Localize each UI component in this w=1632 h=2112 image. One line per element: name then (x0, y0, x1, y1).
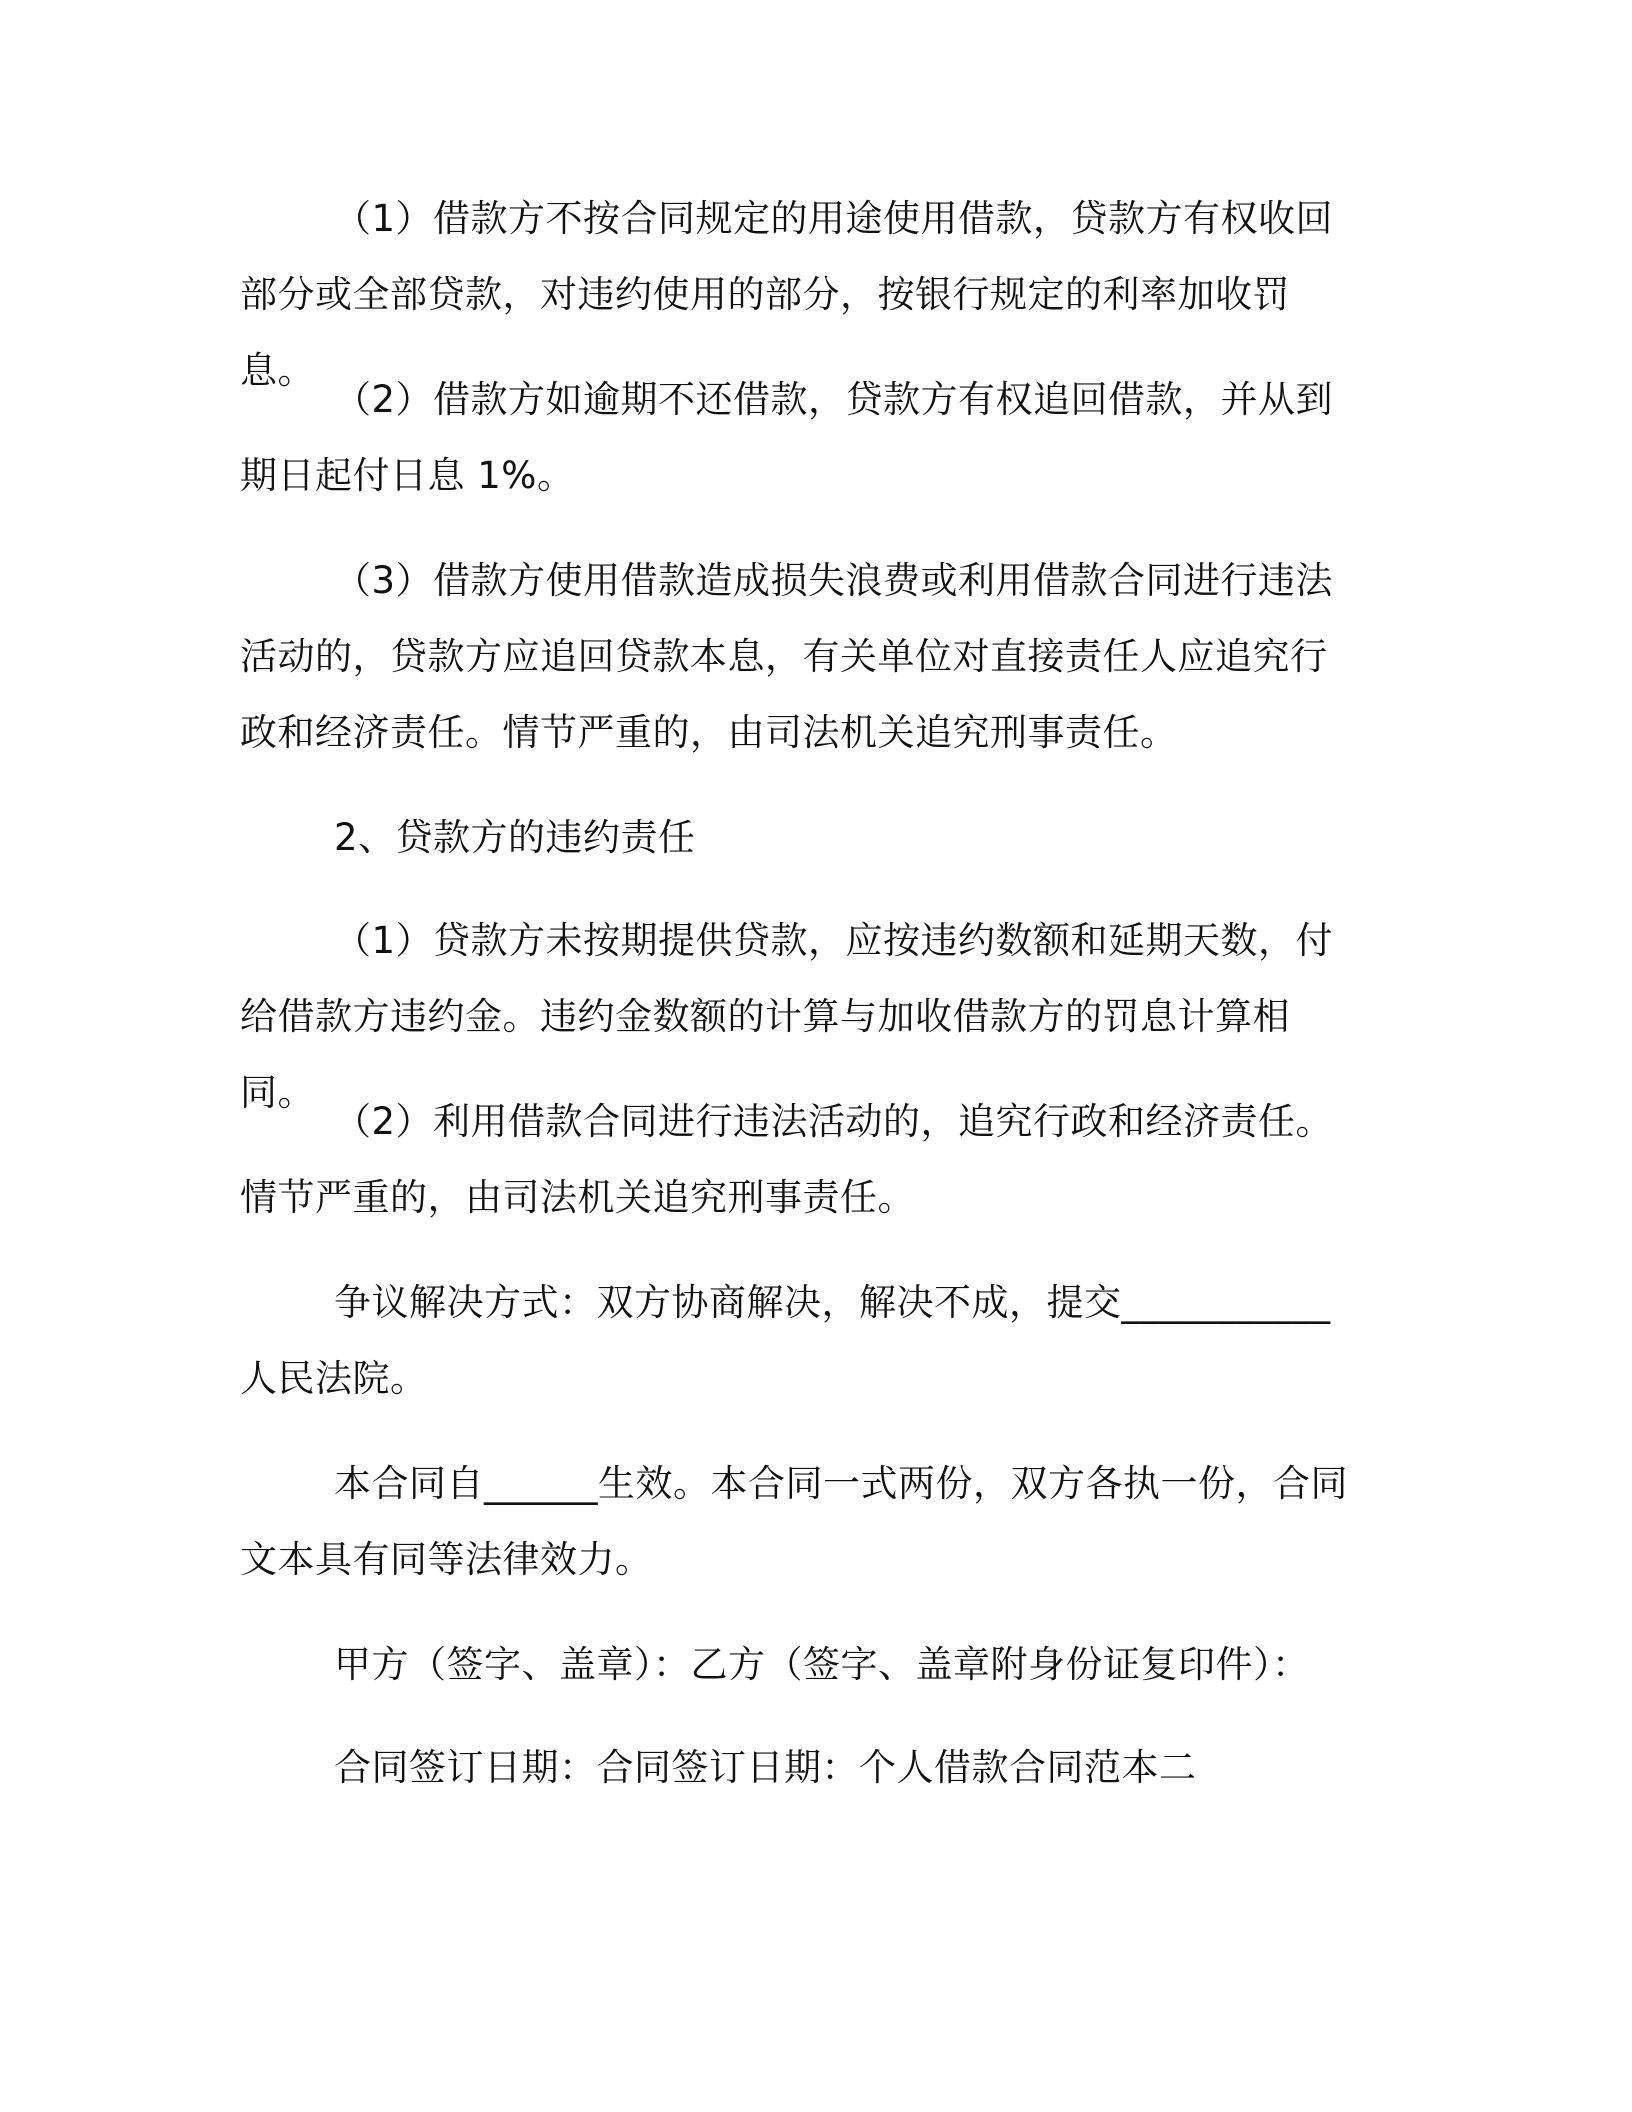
effective-date-clause: 本合同自______生效。本合同一式两份，双方各执一份，合同文本具有同等法律效力。 (240, 1462, 1348, 1581)
clause-borrower-misuse: （1）借款方不按合同规定的用途使用借款，贷款方有权收回部分或全部贷款，对违约使用的部分，按银行规定的利率加收罚息。 (240, 197, 1334, 392)
clause-borrower-overdue: （2）借款方如逾期不还借款，贷款方有权追回借款，并从到期日起付日息 1%。 (240, 378, 1334, 497)
clause-lender-late-provision: （1）贷款方未按期提供贷款，应按违约数额和延期天数，付给借款方违约金。违约金数额的计算与加收借款方的罚息计算相同。 (240, 919, 1334, 1114)
clause-lender-illegal-activity: （2）利用借款合同进行违法活动的，追究行政和经济责任。情节严重的，由司法机关追究刑事责任。 (240, 1100, 1334, 1219)
clause-borrower-illegal-use: （3）借款方使用借款造成损失浪费或利用借款合同进行违法活动的，贷款方应追回贷款本息，有关单位对直接责任人应追究行政和经济责任。情节严重的，由司法机关追究刑事责任。 (240, 559, 1334, 754)
dispute-resolution-clause: 争议解决方式：双方协商解决，解决不成，提交___________人民法院。 (240, 1281, 1331, 1400)
signing-date-line: 合同签订日期：合同签订日期：个人借款合同范本二 (334, 1746, 1197, 1789)
section-heading-lender-liability: 2、贷款方的违约责任 (334, 816, 696, 859)
signature-line: 甲方（签字、盖章）：乙方（签字、盖章附身份证复印件）： (334, 1643, 1310, 1686)
